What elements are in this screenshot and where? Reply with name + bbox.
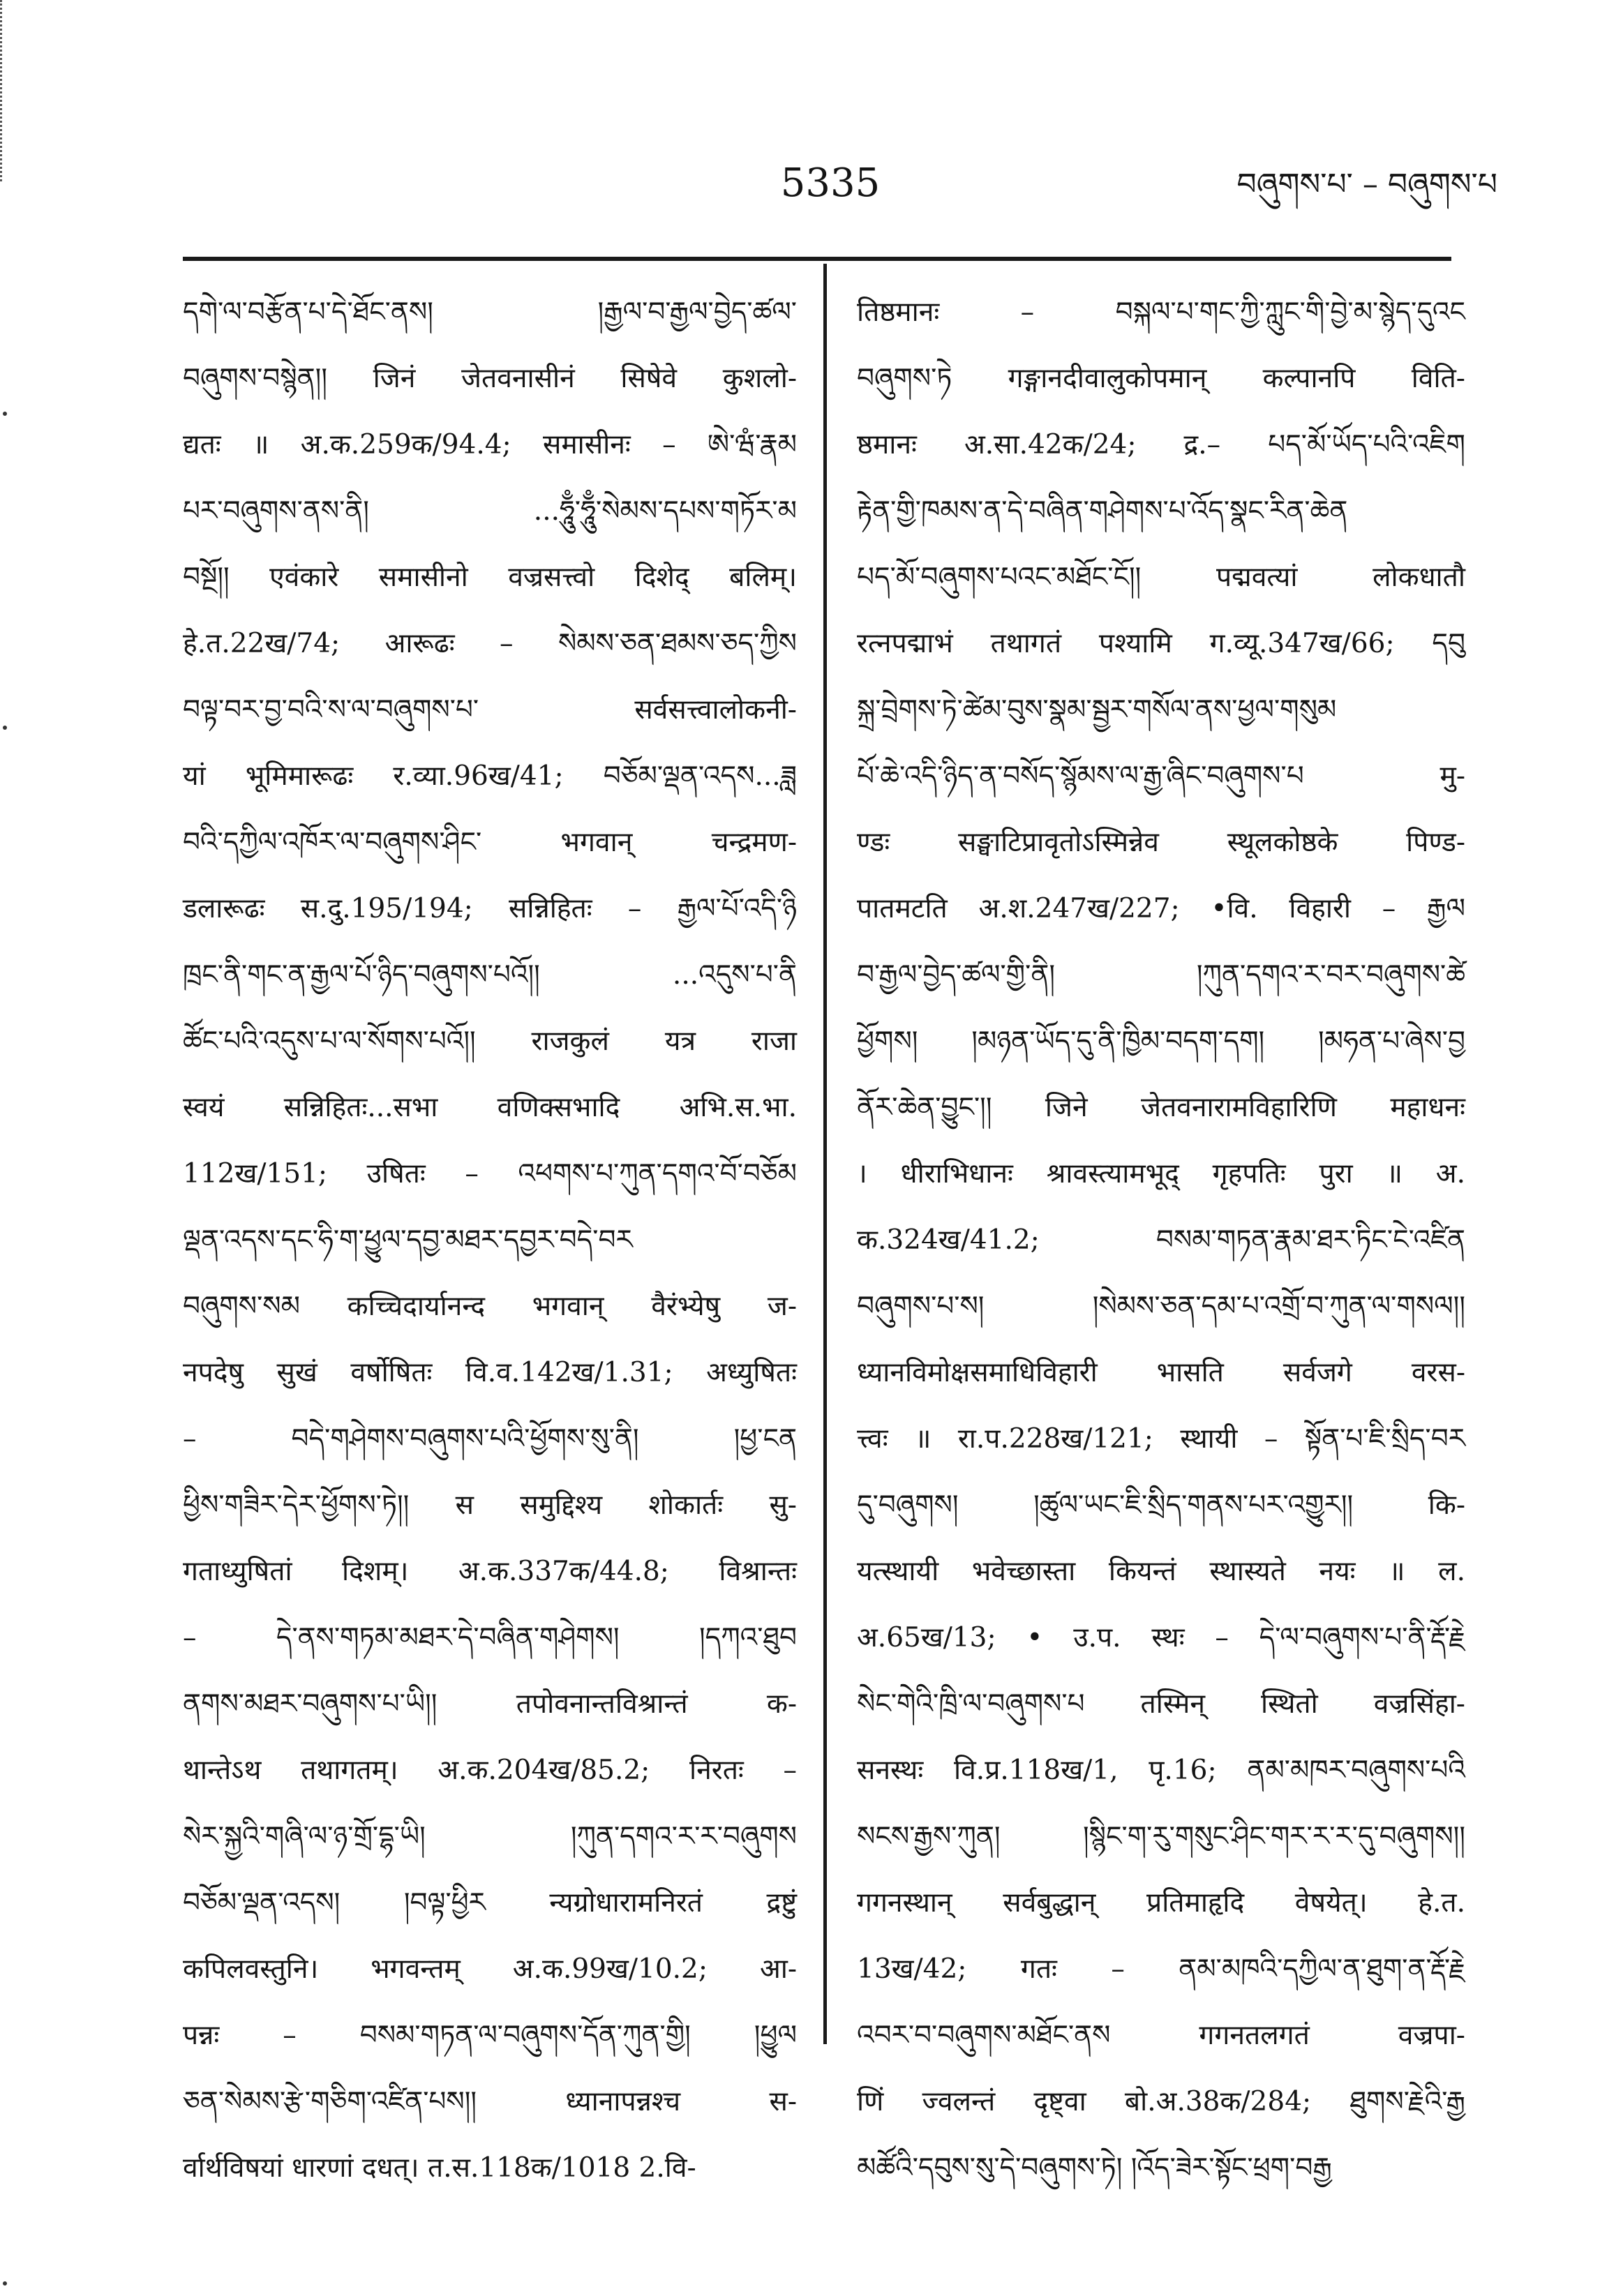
text-line: यत्स्थायी भवेच्छास्ता कियन्तं स्थास्यते नयः ॥ ल. [857,1556,1465,1587]
text-line: བཞུགས་སམ कच्चिदार्यानन्द भगवान् वैरंभ्येषु ज- [183,1291,797,1322]
text-line: པོ་ཆེ་འདི་ཉིད་ན་བསོད་སྙོམས་ལ་རྒྱ་ཞིང་བཞུགས་པ मु- [857,760,1465,792]
text-line: क.324ख/41.2; བསམ་གཏན་རྣམ་ཐར་ཏིང་ངེ་འཛིན [857,1224,1465,1256]
text-line: སེང་གེའི་ཁྲི་ལ་བཞུགས་པ तस्मिन् स्थितो वज्रसिंहा- [857,1688,1465,1720]
left-column [183,279,797,2184]
running-head: བཞུགས་པ་ – བཞུགས་པ [1236,167,1497,202]
text-line: सनस्थः वि.प्र.118ख/1, पृ.16; ནམ་མཁར་བཞུགས་པའི [857,1755,1465,1786]
right-column [857,279,1465,2184]
scan-dot [3,412,7,416]
scan-dot [3,726,7,730]
text-line: हे.त.22ख/74; आरूढः – སེམས་ཅན་ཐམས་ཅད་ཀྱིས [183,628,797,659]
text-line: ཕྱོགས། །མཉན་ཡོད་དུ་ནི་ཁྱིམ་བདག་དག། །མཧན་པ་ཞེས་བྱ [857,1026,1465,1057]
text-line: त्त्वः ॥ रा.प.228ख/121; स्थायी – སྟོན་པ་ཇི་སྲིད་བར [857,1423,1465,1455]
text-line: गताध्युषितां दिशम्। अ.क.337क/44.8; विश्रान्तः [183,1556,797,1587]
text-line: रत्नपद्माभं तथागतं पश्यामि ग.व्यू.347ख/66; དབུ [857,628,1465,659]
text-line: དུ་བཞུགས། །ཚུལ་ཡང་ཇི་སྲིད་གནས་པར་འགྱུར།། कि- [857,1490,1465,1521]
text-line: 112ख/151; उषितः – འཕགས་པ་ཀུན་དགའ་བོ་བཅོམ [183,1158,797,1190]
text-line: णिं ज्वलन्तं दृष्ट्वा बो.अ.38क/284; ཐུགས་རྗེའི་རྒྱ [857,2086,1465,2117]
text-line: यां भूमिमारूढः र.व्या.96ख/41; བཅོམ་ལྡན་འདས...ཟླ [183,760,797,792]
text-line: བཞུགས་པ་ས། །སེམས་ཅན་དམ་པ་འགྲོ་བ་ཀུན་ལ་གསལ།། [857,1291,1465,1322]
text-line: थान्तेऽथ तथागतम्। अ.क.204ख/85.2; निरतः – [183,1755,797,1786]
text-line: སེར་སྐྱའི་གཞི་ལ་ཉ་གྲོ་དྷ་ཡི། །ཀུན་དགའ་ར་ར་བཞུགས [183,1821,797,1852]
text-line: པར་བཞུགས་ནས་ནི། ...ཧཱུྃ་ཧཱུྃ་སེམས་དཔས་གཏོར་མ [183,495,797,527]
text-line: कपिलवस्तुनि। भगवन्तम् अ.क.99ख/10.2; आ- [183,1953,797,1985]
page-number: 5335 [780,160,881,206]
text-line: རྟེན་གྱི་ཁམས་ན་དེ་བཞིན་གཤེགས་པ་འོད་སྣང་རིན་ཆེན [857,495,1348,527]
text-line: ནགས་མཐར་བཞུགས་པ་ཡི།། तपोवनान्तविश्रान्तं क- [183,1688,797,1720]
text-line: डलारूढः स.दु.195/194; सन्निहितः – རྒྱལ་པོ་འདི་ཉི [183,893,797,924]
header-rule [183,257,1451,261]
text-line: 13ख/42; गतः – ནམ་མཁའི་དཀྱིལ་ན་ཐུག་ན་རྡོ་རྗེ [857,1953,1465,1985]
text-line: མཚོའི་དབུས་སུ་དེ་བཞུགས་ཏེ། །འོད་ཟེར་སྟོང་ཕྲག་བརྒྱ [857,2152,1332,2184]
text-line: ནོར་ཆེན་བྱུང་།། जिने जेतवनारामविहारिणि महाधनः [857,1092,1465,1123]
text-line: – བདེ་གཤེགས་བཞུགས་པའི་ཕྱོགས་སུ་ནི། །ཕྱ་ངན [183,1423,797,1455]
text-line: བ་རྒྱལ་བྱེད་ཚལ་གྱི་ནི། །ཀུན་དགའ་ར་བར་བཞུགས་ཚེ [857,959,1465,991]
text-line: བཞུགས་ཏེ गङ्गानदीवालुकोपमान् कल्पानपि विति- [857,363,1465,394]
text-line: སངས་རྒྱས་ཀུན། །སྙིང་ག་རུ་གསུང་ཤིང་གར་ར་ར་དུ་བཞུགས།། [857,1821,1465,1852]
text-line: ध्यानविमोक्षसमाधिविहारी भासति सर्वजगे वरस- [857,1357,1465,1388]
text-line: བསྔོ།། एवंकारे समासीनो वज्रसत्त्वो दिशेद् बलिम्। [183,562,797,593]
text-line: བཞུགས་བསྙེན།། जिनं जेतवनासीनं सिषेवे कुशलो- [183,363,797,394]
text-line: ཚོང་པའི་འདུས་པ་ལ་སོགས་པའོ།། राजकुलं यत्र राजा [183,1026,797,1057]
text-line: ष्ठमानः अ.सा.42क/24; द्र.– པད་མོ་ཡོད་པའི་འཇིག [857,429,1465,460]
text-line: गगनस्थान् सर्वबुद्धान् प्रतिमाहृदि वेषयेत्। हे.त. [857,1887,1465,1919]
text-line: तिष्ठमानः – བསྐལ་པ་གང་ཀྱི་ཀླུང་གི་བྱེ་མ་སྙེད་དུའང [857,297,1465,328]
text-line: ཁྲང་ནི་གང་ན་རྒྱལ་པོ་ཉིད་བཞུགས་པའོ།། ...འདུས་པ་ནི [183,959,797,991]
text-line: पन्नः – བསམ་གཏན་ལ་བཞུགས་དོན་ཀུན་གྱི། །ཕྱུལ [183,2020,797,2051]
text-line: र्वार्थविषयां धारणां दधत्। त.स.118क/1018 2.वि- [183,2152,696,2184]
text-line: पातमटति अ.श.247ख/227; •वि. विहारी – རྒྱལ [857,893,1465,924]
text-line: བའི་དཀྱིལ་འཁོར་ལ་བཞུགས་ཤིང་ भगवान् चन्द्रमण- [183,827,797,858]
text-line: ཕྱིས་གཟིར་དེར་ཕྱོགས་ཏེ།། स समुद्दिश्य शोकार्तः सु- [183,1490,797,1521]
text-line: । धीराभिधानः श्रावस्त्यामभूद् गृहपतिः पुरा ॥ अ. [857,1158,1465,1190]
scan-dot [3,2281,7,2286]
text-line: ཅན་སེམས་རྩེ་གཅིག་འཛིན་པས།། ध्यानापन्नश्च स- [183,2086,797,2117]
text-line: नपदेषु सुखं वर्षोषितः वि.व.142ख/1.31; अध्युषितः [183,1357,797,1388]
text-line: ण्डः सङ्घाटिप्रावृतोऽस्मिन्नेव स्थूलकोष्ठके पिण्ड- [857,827,1465,858]
text-line: स्वयं सन्निहितः...सभा वणिक्सभादि अभि.स.भा. [183,1092,797,1123]
text-line: ལྡན་འདས་དང་ཧི་ག་ཕྱུལ་དབྱ་མཐར་དབྱར་བདེ་བར [183,1224,633,1256]
column-divider [823,264,827,2044]
text-line: སྐྲ་བྲེགས་ཏེ་ཚེམ་བུས་སྣམ་སྦྱར་གསོལ་ནས་ཕྱལ་གསུམ [857,694,1337,726]
text-line: अ.65ख/13; • उ.प. स्थः – དེ་ལ་བཞུགས་པ་ནི་རྡོ་རྗེ [857,1622,1465,1653]
text-line: – དེ་ནས་གཏམ་མཐར་དེ་བཞིན་གཤེགས། །དཀའ་ཐུབ [183,1622,797,1653]
text-line: བཅོམ་ལྡན་འདས། །བལྟ་ཕྱིར न्यग्रोधारामनिरतं द्रष्टुं [183,1887,797,1919]
text-line: འབར་བ་བཞུགས་མཐོང་ནས गगनतलगतं वज्रपा- [857,2020,1465,2051]
text-line: द्यतः ॥ अ.क.259क/94.4; समासीनः – ཨེ་ཝཾ་རྣམ [183,429,797,460]
text-line: པད་མོ་བཞུགས་པའང་མཐོང་ངོ།། पद्मवत्यां लोकधातौ [857,562,1465,593]
text-line: བལྟ་བར་བྱ་བའི་ས་ལ་བཞུགས་པ་ सर्वसत्त्वालोकनी- [183,694,797,726]
text-line: དགེ་ལ་བརྩོན་པ་དེ་ཐོང་ནས། །རྒྱལ་བ་རྒྱལ་བྱེད་ཚལ་ [183,297,797,328]
scan-edge-mark [0,0,8,181]
